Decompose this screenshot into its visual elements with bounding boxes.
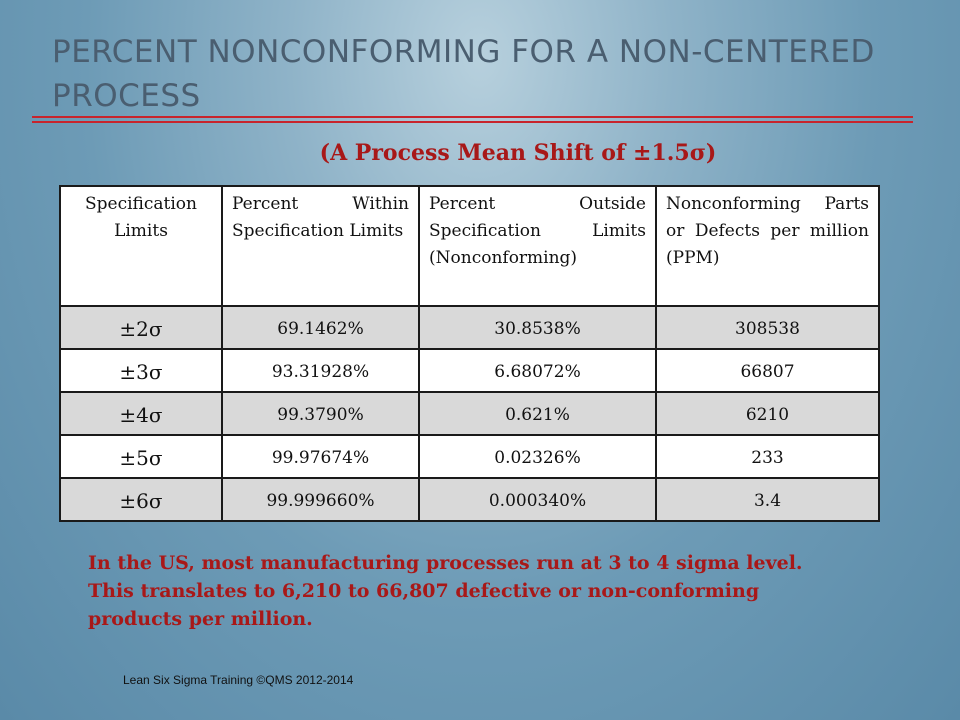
cell-outside: 0.000340% [419,478,656,521]
cell-ppm: 308538 [656,306,879,349]
cell-ppm: 3.4 [656,478,879,521]
summary-note-line: products per million. [88,608,313,630]
summary-note-line: This translates to 6,210 to 66,807 defective or non-conforming [88,580,760,602]
cell-ppm: 66807 [656,349,879,392]
table-row [60,392,879,435]
cell-outside: 30.8538% [419,306,656,349]
table-header-row [60,186,879,306]
header-specification-limits: Specification Limits [60,186,222,306]
table-row [60,349,879,392]
cell-ppm: 6210 [656,392,879,435]
footer-credit: Lean Six Sigma Training ©QMS 2012-2014 [123,673,354,687]
cell-outside: 6.68072% [419,349,656,392]
cell-within: 99.97674% [222,435,419,478]
table-row [60,306,879,349]
table-row [60,435,879,478]
cell-ppm: 233 [656,435,879,478]
header-percent-within: Percent Within Specification Limits [222,186,419,306]
header-percent-outside: Percent Outside Specification Limits (Nonconforming) [419,186,656,306]
slide-title: PERCENT NONCONFORMING FOR A NON-CENTERED PROCESS [52,34,875,114]
cell-limit: ±6σ [60,478,222,521]
sigma-table [59,185,880,522]
cell-within: 69.1462% [222,306,419,349]
slide-subtitle: (A Process Mean Shift of ±1.5σ) [319,140,717,166]
cell-outside: 0.02326% [419,435,656,478]
cell-outside: 0.621% [419,392,656,435]
cell-limit: ±4σ [60,392,222,435]
summary-note [88,549,848,633]
cell-within: 93.31928% [222,349,419,392]
cell-within: 99.999660% [222,478,419,521]
header-ppm: Nonconforming Parts or Defects per million (PPM) [656,186,879,306]
summary-note-line: In the US, most manufacturing processes run at 3 to 4 sigma level. [88,552,803,574]
cell-limit: ±5σ [60,435,222,478]
cell-limit: ±3σ [60,349,222,392]
cell-within: 99.3790% [222,392,419,435]
title-divider [32,116,913,118]
table-row [60,478,879,521]
title-divider-secondary [32,121,913,123]
cell-limit: ±2σ [60,306,222,349]
